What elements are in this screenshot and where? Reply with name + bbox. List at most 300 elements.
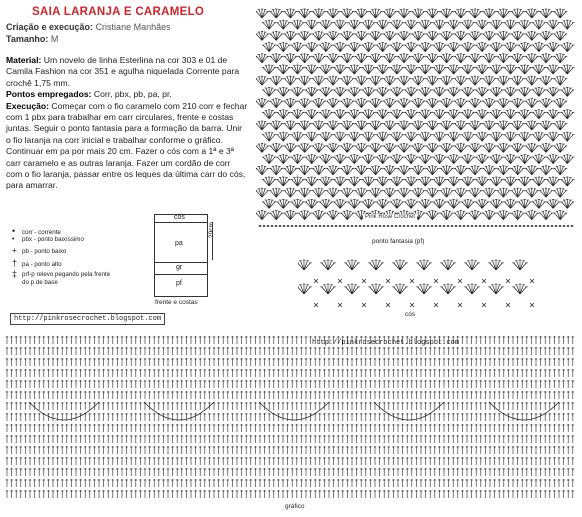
fan-stitch-mark <box>482 31 496 40</box>
fan-stitch-mark <box>390 43 404 52</box>
fan-stitch-mark <box>383 166 397 175</box>
fan-stitch-mark <box>411 9 425 18</box>
fan-stitch-mark <box>553 211 567 220</box>
fan-stitch-mark <box>539 99 553 108</box>
fan-stitch-mark <box>397 76 411 85</box>
fan-stitch-mark <box>461 110 475 119</box>
credits-line <box>6 22 171 32</box>
fan-stitch-mark <box>319 20 333 29</box>
fan-stitch-mark <box>418 132 432 141</box>
fan-stitch-mark <box>368 260 383 270</box>
material-text: Um novelo de linha Esterlina na cor 303 e 01 de Camila Fashion na cor 351 e agulha niquelada Corrente para crochê 1,75 mm. <box>6 55 240 88</box>
fan-stitch-mark <box>276 43 290 52</box>
fan-stitch-mark <box>397 9 411 18</box>
fan-stitch-mark <box>464 284 479 294</box>
fan-stitch-mark <box>326 99 340 108</box>
fan-stitch-mark <box>432 20 446 29</box>
fan-stitch-mark <box>354 9 368 18</box>
fan-stitch-mark <box>269 9 283 18</box>
creation-value: Cristiane Manhães <box>95 22 171 32</box>
wave-accent <box>29 402 559 420</box>
cross-stitch-mark <box>314 279 318 283</box>
fan-stitch-mark <box>383 143 397 152</box>
chart-label: gr <box>176 264 183 271</box>
fan-stitch-mark <box>418 65 432 74</box>
fan-stitch-mark <box>319 199 333 208</box>
fan-stitch-mark <box>468 9 482 18</box>
fan-stitch-mark <box>461 43 475 52</box>
fan-stitch-mark <box>512 284 527 294</box>
fan-stitch-mark <box>440 211 454 220</box>
fan-stitch-mark <box>290 20 304 29</box>
fan-stitch-mark <box>390 87 404 96</box>
execution-label: Execução: <box>6 100 49 111</box>
fan-stitch-mark <box>482 188 496 197</box>
fan-stitch-mark <box>511 76 525 85</box>
fan-stitch-mark <box>326 76 340 85</box>
fan-stitch-mark <box>347 20 361 29</box>
fan-stitch-mark <box>390 110 404 119</box>
fan-stitch-mark <box>468 76 482 85</box>
schematic-caption: frente e costas <box>155 299 198 306</box>
fan-stitch-mark <box>333 155 347 164</box>
fan-stitch-mark <box>432 43 446 52</box>
fan-stitch-mark <box>269 166 283 175</box>
fan-stitch-mark <box>418 20 432 29</box>
fan-stitch-mark <box>361 177 375 186</box>
fan-stitch-mark <box>461 177 475 186</box>
fan-stitch-mark <box>468 188 482 197</box>
pattern-label: pf <box>176 280 182 287</box>
fan-stitch-mark <box>447 20 461 29</box>
fan-stitch-mark <box>404 177 418 186</box>
fan-stitch-mark <box>361 155 375 164</box>
chart-row <box>6 468 574 476</box>
fan-stitch-mark <box>269 54 283 63</box>
fan-stitch-mark <box>340 188 354 197</box>
fan-stitch-mark <box>312 211 326 220</box>
fan-stitch-mark <box>361 132 375 141</box>
fan-stitch-mark <box>269 188 283 197</box>
fan-stitch-mark <box>305 177 319 186</box>
fan-stitch-mark <box>532 20 546 29</box>
fan-stitch-mark <box>390 132 404 141</box>
fan-stitch-mark <box>312 121 326 130</box>
fan-stitch-mark <box>376 87 390 96</box>
fan-stitch-mark <box>397 188 411 197</box>
fan-stitch-mark <box>475 65 489 74</box>
cross-stitch-mark <box>362 279 366 283</box>
fan-stitch-mark <box>518 87 532 96</box>
fan-stitch-mark <box>305 87 319 96</box>
fan-stitch-mark <box>276 155 290 164</box>
fan-stitch-mark <box>347 110 361 119</box>
size-line <box>6 34 58 44</box>
fan-stitch-mark <box>553 31 567 40</box>
cross-stitch-mark <box>362 303 366 307</box>
legend-item-prf: ‡ prf-p relevo pegando pela frente do p de base <box>12 269 111 286</box>
fan-stitch-mark <box>546 43 560 52</box>
height-marker <box>212 222 213 260</box>
fan-stitch-mark <box>298 9 312 18</box>
fan-stitch-mark <box>560 177 574 186</box>
fan-stitch-mark <box>525 211 539 220</box>
fan-stitch-mark <box>475 177 489 186</box>
fan-stitch-mark <box>262 20 276 29</box>
chart-row <box>6 369 574 377</box>
fan-stitch-mark <box>560 65 574 74</box>
cross-stitch-mark <box>506 303 510 307</box>
fan-stitch-mark <box>539 143 553 152</box>
fan-stitch-mark <box>553 9 567 18</box>
fan-stitch-mark <box>333 199 347 208</box>
fan-stitch-mark <box>305 20 319 29</box>
fan-stitch-mark <box>503 43 517 52</box>
fan-stitch-mark <box>262 43 276 52</box>
chain-icon: • <box>12 226 16 236</box>
fan-stitch-mark <box>269 76 283 85</box>
material-paragraph <box>6 55 249 89</box>
fan-stitch-mark <box>468 54 482 63</box>
fan-stitch-mark <box>354 188 368 197</box>
fan-stitch-mark <box>333 110 347 119</box>
fan-stitch-mark <box>425 54 439 63</box>
fan-stitch-mark <box>333 20 347 29</box>
fan-stitch-mark <box>369 99 383 108</box>
fan-stitch-mark <box>305 43 319 52</box>
fan-stitch-mark <box>432 155 446 164</box>
fan-stitch-mark <box>312 76 326 85</box>
fan-stitch-mark <box>283 54 297 63</box>
fan-stitch-mark <box>333 43 347 52</box>
fan-stitch-mark <box>546 110 560 119</box>
fan-stitch-mark <box>546 177 560 186</box>
fan-stitch-mark <box>340 9 354 18</box>
fan-stitch-mark <box>290 43 304 52</box>
fan-stitch-mark <box>340 99 354 108</box>
fan-stitch-mark <box>468 31 482 40</box>
creation-label: Criação e execução: <box>6 22 94 32</box>
fan-stitch-mark <box>482 99 496 108</box>
fan-stitch-mark <box>532 43 546 52</box>
fan-stitch-mark <box>503 132 517 141</box>
fan-stitch-mark <box>376 43 390 52</box>
fan-stitch-mark <box>326 211 340 220</box>
fan-stitch-mark <box>290 132 304 141</box>
fan-stitch-mark <box>256 31 269 40</box>
fan-stitch-mark <box>256 76 269 85</box>
fan-stitch-mark <box>283 9 297 18</box>
fan-stitch-mark <box>432 87 446 96</box>
fan-stitch-mark <box>511 166 525 175</box>
fan-stitch-mark <box>440 166 454 175</box>
page-title: SAIA LARANJA E CARAMELO <box>32 6 205 18</box>
fan-stitch-mark <box>553 143 567 152</box>
fan-stitch-mark <box>276 110 290 119</box>
fan-stitch-mark <box>404 155 418 164</box>
fan-stitch-mark <box>511 211 525 220</box>
fan-stitch-mark <box>347 43 361 52</box>
fan-stitch-mark <box>269 99 283 108</box>
cross-stitch-mark <box>530 279 534 283</box>
fan-stitch-mark <box>298 211 312 220</box>
cross-stitch-mark <box>458 303 462 307</box>
fan-stitch-mark <box>447 43 461 52</box>
fan-stitch-mark <box>290 177 304 186</box>
fan-stitch-mark <box>468 99 482 108</box>
fan-stitch-mark <box>333 87 347 96</box>
fan-stitch-mark <box>511 54 525 63</box>
fan-stitch-mark <box>354 121 368 130</box>
fan-stitch-mark <box>440 260 455 270</box>
fan-stitch-mark <box>454 188 468 197</box>
fan-stitch-mark <box>305 155 319 164</box>
fan-stitch-mark <box>464 260 479 270</box>
fan-stitch-mark <box>369 54 383 63</box>
chart-row <box>6 457 574 465</box>
fan-stitch-mark <box>482 143 496 152</box>
fan-stitch-mark <box>262 155 276 164</box>
fan-stitch-mark <box>256 211 269 220</box>
instructions-block <box>6 55 249 192</box>
fan-stitch-mark <box>404 110 418 119</box>
fan-stitch-mark <box>305 110 319 119</box>
fan-stitch-mark <box>354 76 368 85</box>
fan-stitch-mark <box>411 54 425 63</box>
fan-stitch-mark <box>344 284 359 294</box>
fan-stitch-mark <box>290 155 304 164</box>
material-label: Material: <box>6 55 42 65</box>
chart-row <box>6 424 574 432</box>
fan-stitch-mark <box>340 54 354 63</box>
fan-stitch-mark <box>447 177 461 186</box>
fan-stitch-mark <box>361 199 375 208</box>
fan-stitch-mark <box>425 166 439 175</box>
fan-stitch-mark <box>269 143 283 152</box>
fan-stitch-mark <box>404 65 418 74</box>
fan-stitch-mark <box>482 76 496 85</box>
cross-stitch-mark <box>434 303 438 307</box>
fan-stitch-mark <box>283 188 297 197</box>
fan-stitch-mark <box>482 121 496 130</box>
fan-stitch-mark <box>496 143 510 152</box>
cross-stitch-mark <box>386 279 390 283</box>
cross-stitch-mark <box>482 279 486 283</box>
fan-stitch-mark <box>553 121 567 130</box>
blog-url-right[interactable]: http://pinkrosecrochet.blogspot.com <box>312 339 460 347</box>
fan-stitch-mark <box>518 110 532 119</box>
fan-stitch-mark <box>340 166 354 175</box>
fan-stitch-mark <box>511 121 525 130</box>
stitch-pattern-caption: ponto fantasia (pf) <box>372 238 425 245</box>
fan-stitch-mark <box>525 9 539 18</box>
fan-stitch-mark <box>276 199 290 208</box>
fan-stitch-mark <box>454 31 468 40</box>
fan-stitch-mark <box>411 188 425 197</box>
fan-stitch-mark <box>305 65 319 74</box>
fan-stitch-mark <box>397 166 411 175</box>
fan-stitch-mark <box>560 132 574 141</box>
fan-stitch-mark <box>283 143 297 152</box>
fan-stitch-mark <box>518 65 532 74</box>
fan-stitch-mark <box>488 260 503 270</box>
fan-stitch-mark <box>525 99 539 108</box>
fan-stitch-mark <box>553 166 567 175</box>
fan-stitch-mark <box>461 87 475 96</box>
cross-stitch-mark <box>338 279 342 283</box>
fan-stitch-mark <box>503 110 517 119</box>
fan-stitch-mark <box>447 65 461 74</box>
fan-stitch-mark <box>376 65 390 74</box>
fan-stitch-mark <box>392 260 407 270</box>
fan-stitch-mark <box>440 188 454 197</box>
fan-stitch-mark <box>425 211 439 220</box>
fan-stitch-mark <box>361 20 375 29</box>
fan-stitch-mark <box>312 9 326 18</box>
fan-stitch-mark <box>440 76 454 85</box>
fan-stitch-mark <box>496 54 510 63</box>
fan-stitch-mark <box>376 155 390 164</box>
fan-stitch-mark <box>518 20 532 29</box>
fan-stitch-mark <box>404 20 418 29</box>
fan-stitch-mark <box>298 284 312 294</box>
blog-url-left[interactable]: http://pinkrosecrochet.blogspot.com <box>10 313 165 325</box>
fan-stitch-mark <box>518 155 532 164</box>
fan-stitch-mark <box>503 65 517 74</box>
fan-stitch-mark <box>475 199 489 208</box>
fan-stitch-mark <box>354 166 368 175</box>
fan-stitch-mark <box>468 121 482 130</box>
double-crochet-icon: † <box>12 258 18 268</box>
chart-row <box>6 435 574 443</box>
fan-stitch-mark <box>454 166 468 175</box>
fan-stitch-mark <box>518 132 532 141</box>
fan-stitch-mark <box>326 166 340 175</box>
fan-stitch-mark <box>454 121 468 130</box>
fan-stitch-mark <box>369 76 383 85</box>
fan-stitch-mark <box>340 211 354 220</box>
fan-stitch-mark <box>440 121 454 130</box>
fan-stitch-mark <box>461 155 475 164</box>
cross-stitch-mark <box>506 279 510 283</box>
fan-stitch-mark <box>475 43 489 52</box>
fan-stitch-mark <box>269 211 283 220</box>
fan-stitch-mark <box>503 199 517 208</box>
chart-row <box>6 336 574 344</box>
fan-stitch-mark <box>383 76 397 85</box>
fan-stitch-mark <box>276 65 290 74</box>
fan-stitch-mark <box>546 199 560 208</box>
fan-stitch-mark <box>525 188 539 197</box>
fan-stitch-mark <box>432 110 446 119</box>
fan-stitch-mark <box>361 65 375 74</box>
fan-stitch-mark <box>560 20 574 29</box>
fan-stitch-mark <box>553 188 567 197</box>
fan-stitch-mark <box>489 20 503 29</box>
fan-stitch-mark <box>482 166 496 175</box>
fan-stitch-mark <box>432 65 446 74</box>
fan-stitch-mark <box>468 143 482 152</box>
fan-stitch-mark <box>383 54 397 63</box>
fan-stitch-mark <box>489 177 503 186</box>
fan-stitch-mark <box>525 166 539 175</box>
fan-stitch-mark <box>496 31 510 40</box>
waistband-chart <box>298 256 538 310</box>
fan-stitch-mark <box>539 188 553 197</box>
fan-stitch-mark <box>518 199 532 208</box>
fan-stitch-mark <box>361 87 375 96</box>
fan-stitch-mark <box>344 260 359 270</box>
fan-stitch-mark <box>361 43 375 52</box>
fan-stitch-mark <box>347 155 361 164</box>
execution-paragraph <box>6 101 249 192</box>
cross-stitch-mark <box>314 303 318 307</box>
fan-stitch-mark <box>425 76 439 85</box>
execution-text: Começar com o fio caramelo com 210 corr e fechar com 1 pbx para trabalhar em carr circulares, frente e costas juntas. Seguir o ponto fantasia para a formação da barra. Unir o fio laranja na corr inicial e trabalhar conforme o gráfico. Continuar em pa por mais 20 cm. Fazer o cós com a 1ª e 3ª carr caramelo e as outras laranja. Fazer um cordão de corr com o fio laranja, passar entre os leques da última carr do cós, para amarrar. <box>6 100 248 191</box>
stitch-pattern-chart <box>256 4 576 232</box>
fan-stitch-mark <box>369 31 383 40</box>
fan-stitch-mark <box>488 284 503 294</box>
stitches-text: Corr, pbx, pb, pa, pr. <box>93 89 172 100</box>
fan-stitch-mark <box>496 9 510 18</box>
fan-stitch-mark <box>525 121 539 130</box>
fan-stitch-mark <box>553 54 567 63</box>
fan-stitch-mark <box>354 31 368 40</box>
fan-stitch-mark <box>283 211 297 220</box>
height-label: 20cm <box>208 222 215 238</box>
fan-stitch-mark <box>411 31 425 40</box>
fan-stitch-mark <box>290 87 304 96</box>
fan-stitch-mark <box>269 31 283 40</box>
fan-stitch-mark <box>432 177 446 186</box>
fan-stitch-mark <box>496 99 510 108</box>
fan-stitch-mark <box>326 121 340 130</box>
chart-row <box>6 402 574 410</box>
fan-stitch-mark <box>319 110 333 119</box>
fan-stitch-mark <box>475 155 489 164</box>
fan-stitch-mark <box>440 284 455 294</box>
fan-stitch-mark <box>454 211 468 220</box>
chart-row <box>6 358 574 366</box>
fan-stitch-mark <box>262 110 276 119</box>
fan-stitch-mark <box>546 65 560 74</box>
fan-stitch-mark <box>432 132 446 141</box>
fan-stitch-mark <box>298 260 312 270</box>
fan-stitch-mark <box>468 166 482 175</box>
fan-stitch-mark <box>320 284 335 294</box>
fan-stitch-mark <box>354 54 368 63</box>
fan-stitch-mark <box>411 143 425 152</box>
legend-item-corr: • corr - corrente <box>12 226 61 236</box>
fan-stitch-mark <box>525 54 539 63</box>
fan-stitch-mark <box>560 87 574 96</box>
fan-stitch-mark <box>298 143 312 152</box>
fan-stitch-mark <box>440 31 454 40</box>
size-value: M <box>50 34 59 44</box>
fan-stitch-mark <box>256 143 269 152</box>
fan-stitch-mark <box>539 9 553 18</box>
fan-stitch-mark <box>532 132 546 141</box>
fan-stitch-mark <box>397 121 411 130</box>
fan-stitch-mark <box>383 121 397 130</box>
fan-stitch-mark <box>319 132 333 141</box>
fan-stitch-mark <box>256 9 269 18</box>
fan-stitch-mark <box>283 76 297 85</box>
fan-stitch-mark <box>262 65 276 74</box>
fan-stitch-mark <box>546 20 560 29</box>
fan-stitch-mark <box>376 132 390 141</box>
fan-stitch-mark <box>340 31 354 40</box>
